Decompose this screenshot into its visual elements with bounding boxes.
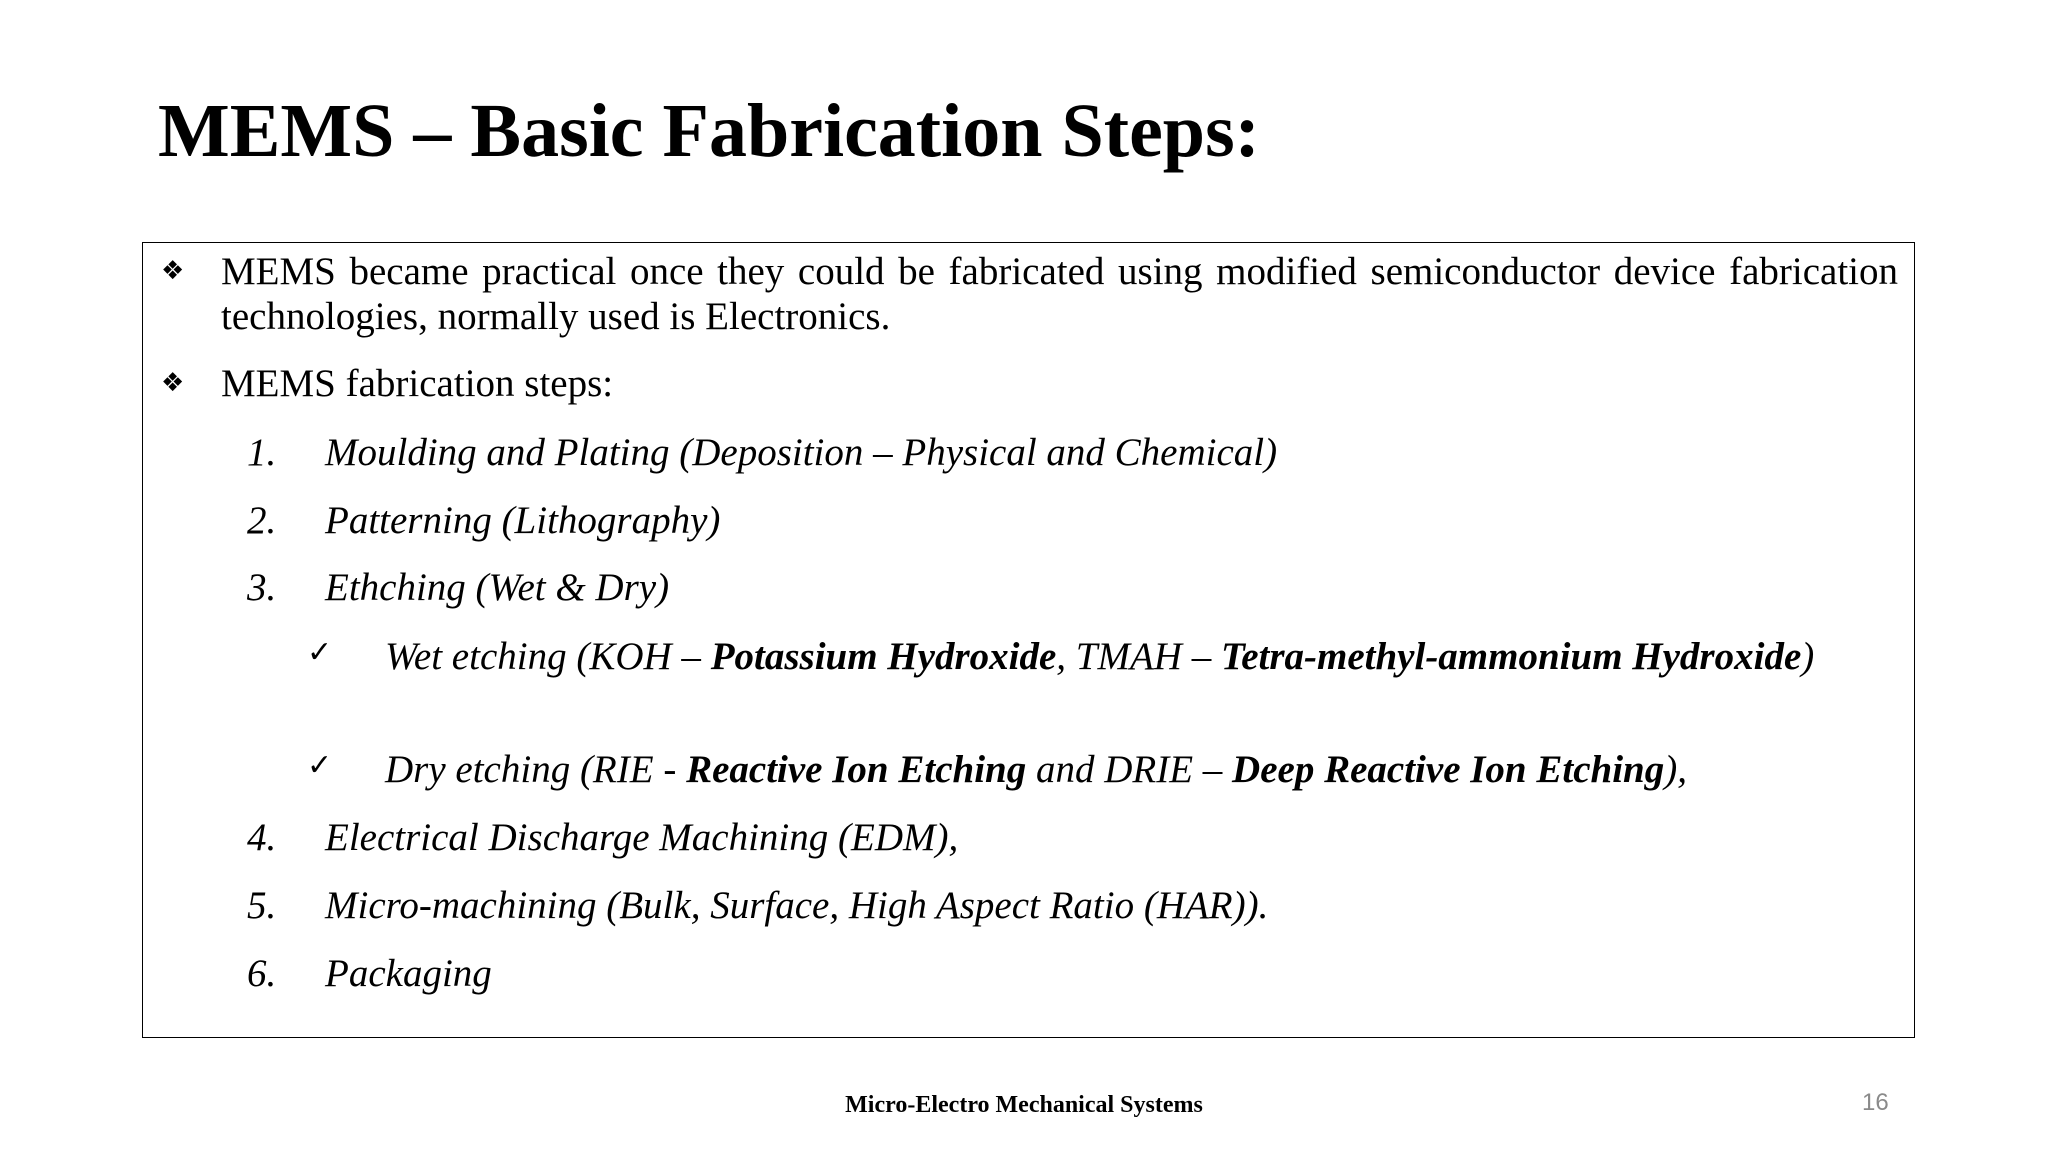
step-number: 6. <box>247 952 277 995</box>
step-number: 5. <box>247 884 277 927</box>
step-label: Patterning (Lithography) <box>325 499 721 542</box>
step-label: Ethching (Wet & Dry) <box>325 566 670 609</box>
bullet-text: MEMS fabrication steps: <box>221 362 614 405</box>
page-number: 16 <box>1862 1089 1889 1116</box>
step-label: Electrical Discharge Machining (EDM), <box>325 816 959 859</box>
sub-item-text: Wet etching (KOH – Potassium Hydroxide, TMAH – Tetra-methyl-ammonium Hydroxide) <box>385 635 1815 678</box>
bullet-item <box>161 361 1898 406</box>
step-label: Packaging <box>325 952 492 995</box>
bullet-text: MEMS became practical once they could be fabricated using modified semiconductor device fabrication technologies, normally used is Electronics. <box>221 250 1898 338</box>
checkmark-icon: ✓ <box>307 748 333 783</box>
diamond-bullet-icon: ❖ <box>161 368 185 398</box>
step-number: 3. <box>247 566 277 609</box>
step-label: Moulding and Plating (Deposition – Physical and Chemical) <box>325 431 1278 474</box>
step-number: 2. <box>247 499 277 542</box>
checkmark-icon: ✓ <box>307 635 333 670</box>
step-number: 1. <box>247 431 277 474</box>
footer-title: Micro-Electro Mechanical Systems <box>845 1092 1203 1118</box>
slide-title: MEMS – Basic Fabrication Steps: <box>158 89 1260 173</box>
content-box <box>142 242 1915 1038</box>
step-label: Micro-machining (Bulk, Surface, High Aspect Ratio (HAR)). <box>325 884 1269 927</box>
diamond-bullet-icon: ❖ <box>161 256 185 286</box>
step-number: 4. <box>247 816 277 859</box>
bullet-item <box>161 249 1898 341</box>
sub-item-text: Dry etching (RIE - Reactive Ion Etching and DRIE – Deep Reactive Ion Etching), <box>385 748 1687 791</box>
